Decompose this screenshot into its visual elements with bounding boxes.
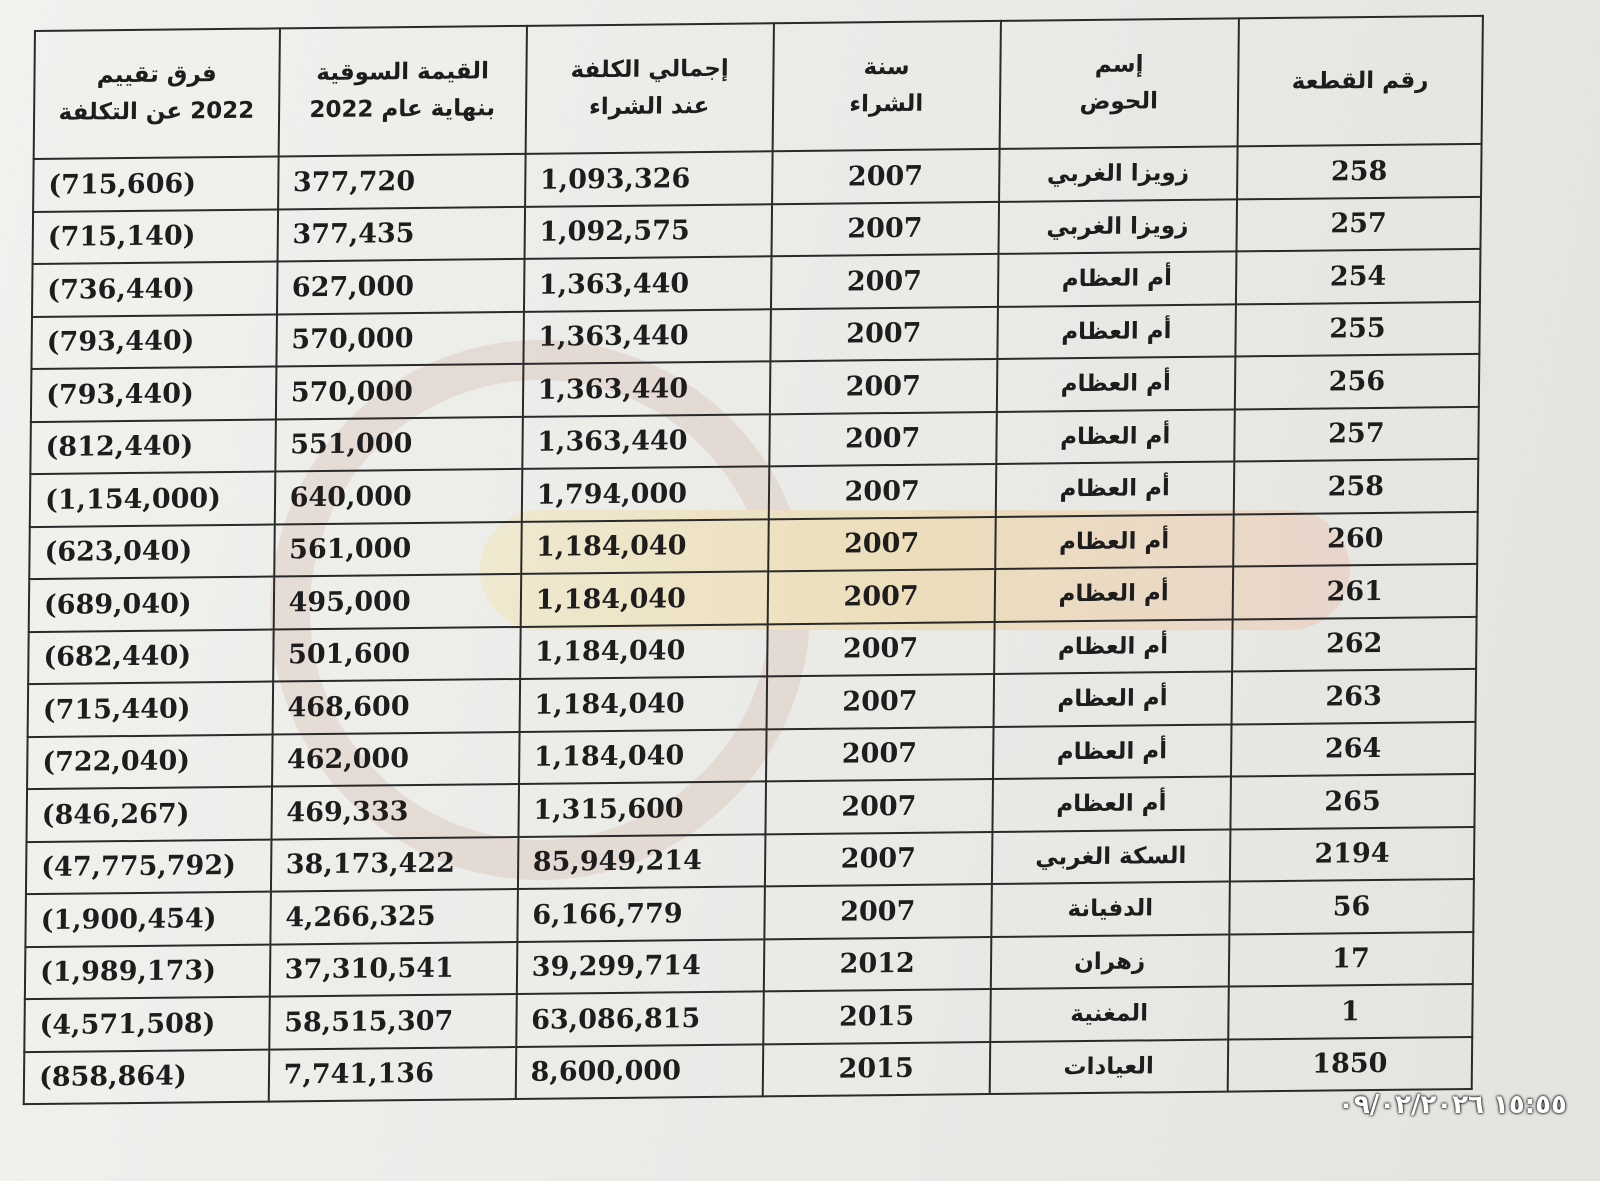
cell-basin-name: أم العظام (992, 777, 1231, 832)
cell-total-cost: 1,363,440 (524, 256, 772, 311)
cell-market-value: 58,515,307 (269, 994, 517, 1049)
cell-market-value: 377,720 (278, 154, 526, 209)
cell-plot-number: 261 (1232, 564, 1477, 619)
cell-valuation-difference: (793,440) (31, 366, 276, 421)
cell-purchase-year: 2007 (768, 464, 996, 519)
cell-total-cost: 1,184,040 (520, 571, 768, 626)
cell-valuation-difference: (1,900,454) (25, 892, 270, 947)
cell-purchase-year: 2007 (764, 884, 992, 939)
cell-basin-name: أم العظام (996, 356, 1235, 411)
cell-total-cost: 1,092,575 (524, 204, 772, 259)
cell-plot-number: 260 (1233, 511, 1478, 566)
cell-market-value: 377,435 (277, 206, 525, 261)
photo-timestamp: ١٥:٥٥ ٠٩/٠٢/٢٠٢٦ (1338, 1090, 1567, 1120)
cell-plot-number: 257 (1236, 196, 1481, 251)
cell-market-value: 38,173,422 (271, 836, 519, 891)
cell-basin-name: أم العظام (993, 724, 1232, 779)
cell-plot-number: 258 (1237, 144, 1482, 199)
cell-basin-name: أم العظام (994, 619, 1233, 674)
cell-plot-number: 254 (1236, 249, 1481, 304)
land-valuation-table (23, 15, 1484, 1105)
cell-total-cost: 6,166,779 (517, 886, 765, 941)
cell-basin-name: السكة الغربي (992, 829, 1231, 884)
cell-basin-name: أم العظام (998, 251, 1237, 306)
cell-valuation-difference: (812,440) (30, 419, 275, 474)
cell-purchase-year: 2007 (766, 726, 994, 781)
header-purchase-year: سنة الشراء (772, 21, 1000, 151)
cell-valuation-difference: (1,154,000) (30, 472, 275, 527)
cell-plot-number: 255 (1235, 301, 1480, 356)
cell-market-value: 501,600 (273, 626, 521, 681)
cell-valuation-difference: (715,606) (33, 156, 278, 211)
cell-market-value: 561,000 (274, 521, 522, 576)
cell-market-value: 468,600 (272, 679, 520, 734)
cell-valuation-difference: (858,864) (24, 1049, 269, 1104)
cell-plot-number: 262 (1232, 616, 1477, 671)
cell-plot-number: 264 (1231, 721, 1476, 776)
cell-basin-name: أم العظام (995, 514, 1234, 569)
cell-valuation-difference: (47,775,792) (26, 839, 271, 894)
cell-plot-number: 265 (1230, 774, 1475, 829)
header-plot-number: رقم القطعة (1237, 16, 1483, 147)
land-valuation-sheet (22, 15, 1494, 1160)
cell-plot-number: 257 (1234, 406, 1479, 461)
cell-basin-name: زويزا الغربي (998, 199, 1237, 254)
cell-total-cost: 85,949,214 (518, 834, 766, 889)
cell-total-cost: 1,315,600 (518, 781, 766, 836)
cell-total-cost: 1,363,440 (522, 414, 770, 469)
cell-total-cost: 8,600,000 (515, 1044, 763, 1099)
cell-market-value: 7,741,136 (268, 1047, 516, 1102)
cell-total-cost: 1,184,040 (520, 624, 768, 679)
cell-purchase-year: 2007 (767, 569, 995, 624)
header-market-value: القيمة السوقية بنهاية عام 2022 (278, 26, 526, 157)
cell-total-cost: 1,184,040 (519, 729, 767, 784)
cell-total-cost: 1,794,000 (521, 466, 769, 521)
cell-market-value: 495,000 (273, 574, 521, 629)
cell-total-cost: 39,299,714 (516, 939, 764, 994)
cell-market-value: 462,000 (272, 731, 520, 786)
cell-purchase-year: 2007 (771, 254, 999, 309)
cell-purchase-year: 2007 (769, 411, 997, 466)
cell-plot-number: 263 (1231, 669, 1476, 724)
cell-basin-name: أم العظام (997, 304, 1236, 359)
cell-valuation-difference: (689,040) (29, 577, 274, 632)
cell-plot-number: 2194 (1230, 826, 1475, 881)
cell-total-cost: 1,363,440 (523, 309, 771, 364)
table-header-row (34, 16, 1483, 159)
cell-market-value: 570,000 (276, 311, 524, 366)
cell-plot-number: 258 (1233, 459, 1478, 514)
cell-market-value: 640,000 (274, 469, 522, 524)
cell-purchase-year: 2015 (762, 1042, 990, 1097)
cell-total-cost: 1,363,440 (523, 361, 771, 416)
cell-market-value: 627,000 (277, 259, 525, 314)
cell-basin-name: أم العظام (993, 671, 1232, 726)
cell-total-cost: 1,184,040 (519, 676, 767, 731)
cell-purchase-year: 2007 (765, 779, 993, 834)
cell-valuation-difference: (715,440) (28, 682, 273, 737)
cell-purchase-year: 2007 (770, 359, 998, 414)
cell-plot-number: 56 (1229, 879, 1474, 934)
cell-basin-name: زهران (990, 934, 1229, 989)
cell-basin-name: العيادات (989, 1039, 1228, 1094)
cell-total-cost: 1,184,040 (521, 519, 769, 574)
cell-purchase-year: 2007 (768, 516, 996, 571)
header-valuation-difference: فرق تقييم 2022 عن التكلفة (34, 28, 280, 159)
cell-purchase-year: 2007 (770, 306, 998, 361)
cell-plot-number: 256 (1235, 354, 1480, 409)
cell-purchase-year: 2007 (765, 832, 993, 887)
cell-plot-number: 1 (1228, 984, 1473, 1039)
cell-basin-name: الدفيانة (991, 882, 1230, 937)
cell-valuation-difference: (623,040) (29, 524, 274, 579)
cell-purchase-year: 2007 (767, 621, 995, 676)
cell-plot-number: 1850 (1227, 1036, 1472, 1091)
cell-valuation-difference: (722,040) (27, 734, 272, 789)
header-total-cost: إجمالي الكلفة عند الشراء (525, 23, 773, 154)
cell-purchase-year: 2007 (772, 149, 1000, 204)
cell-valuation-difference: (715,140) (33, 209, 278, 264)
cell-purchase-year: 2007 (766, 674, 994, 729)
cell-market-value: 551,000 (275, 416, 523, 471)
cell-valuation-difference: (1,989,173) (25, 944, 270, 999)
cell-plot-number: 17 (1229, 931, 1474, 986)
cell-market-value: 4,266,325 (270, 889, 518, 944)
cell-basin-name: زويزا الغربي (999, 146, 1238, 201)
cell-valuation-difference: (4,571,508) (24, 997, 269, 1052)
cell-valuation-difference: (682,440) (28, 629, 273, 684)
cell-total-cost: 63,086,815 (516, 991, 764, 1046)
cell-purchase-year: 2007 (771, 201, 999, 256)
header-basin-name: إسم الحوض (999, 18, 1238, 149)
cell-market-value: 570,000 (276, 364, 524, 419)
cell-basin-name: المغنية (990, 987, 1229, 1042)
cell-total-cost: 1,093,326 (525, 151, 773, 206)
cell-market-value: 469,333 (271, 784, 519, 839)
cell-market-value: 37,310,541 (269, 941, 517, 996)
cell-purchase-year: 2012 (763, 937, 991, 992)
cell-basin-name: أم العظام (995, 461, 1234, 516)
cell-valuation-difference: (846,267) (27, 787, 272, 842)
cell-basin-name: أم العظام (994, 566, 1233, 621)
cell-purchase-year: 2015 (763, 989, 991, 1044)
cell-basin-name: أم العظام (996, 409, 1235, 464)
cell-valuation-difference: (793,440) (31, 314, 276, 369)
cell-valuation-difference: (736,440) (32, 261, 277, 316)
